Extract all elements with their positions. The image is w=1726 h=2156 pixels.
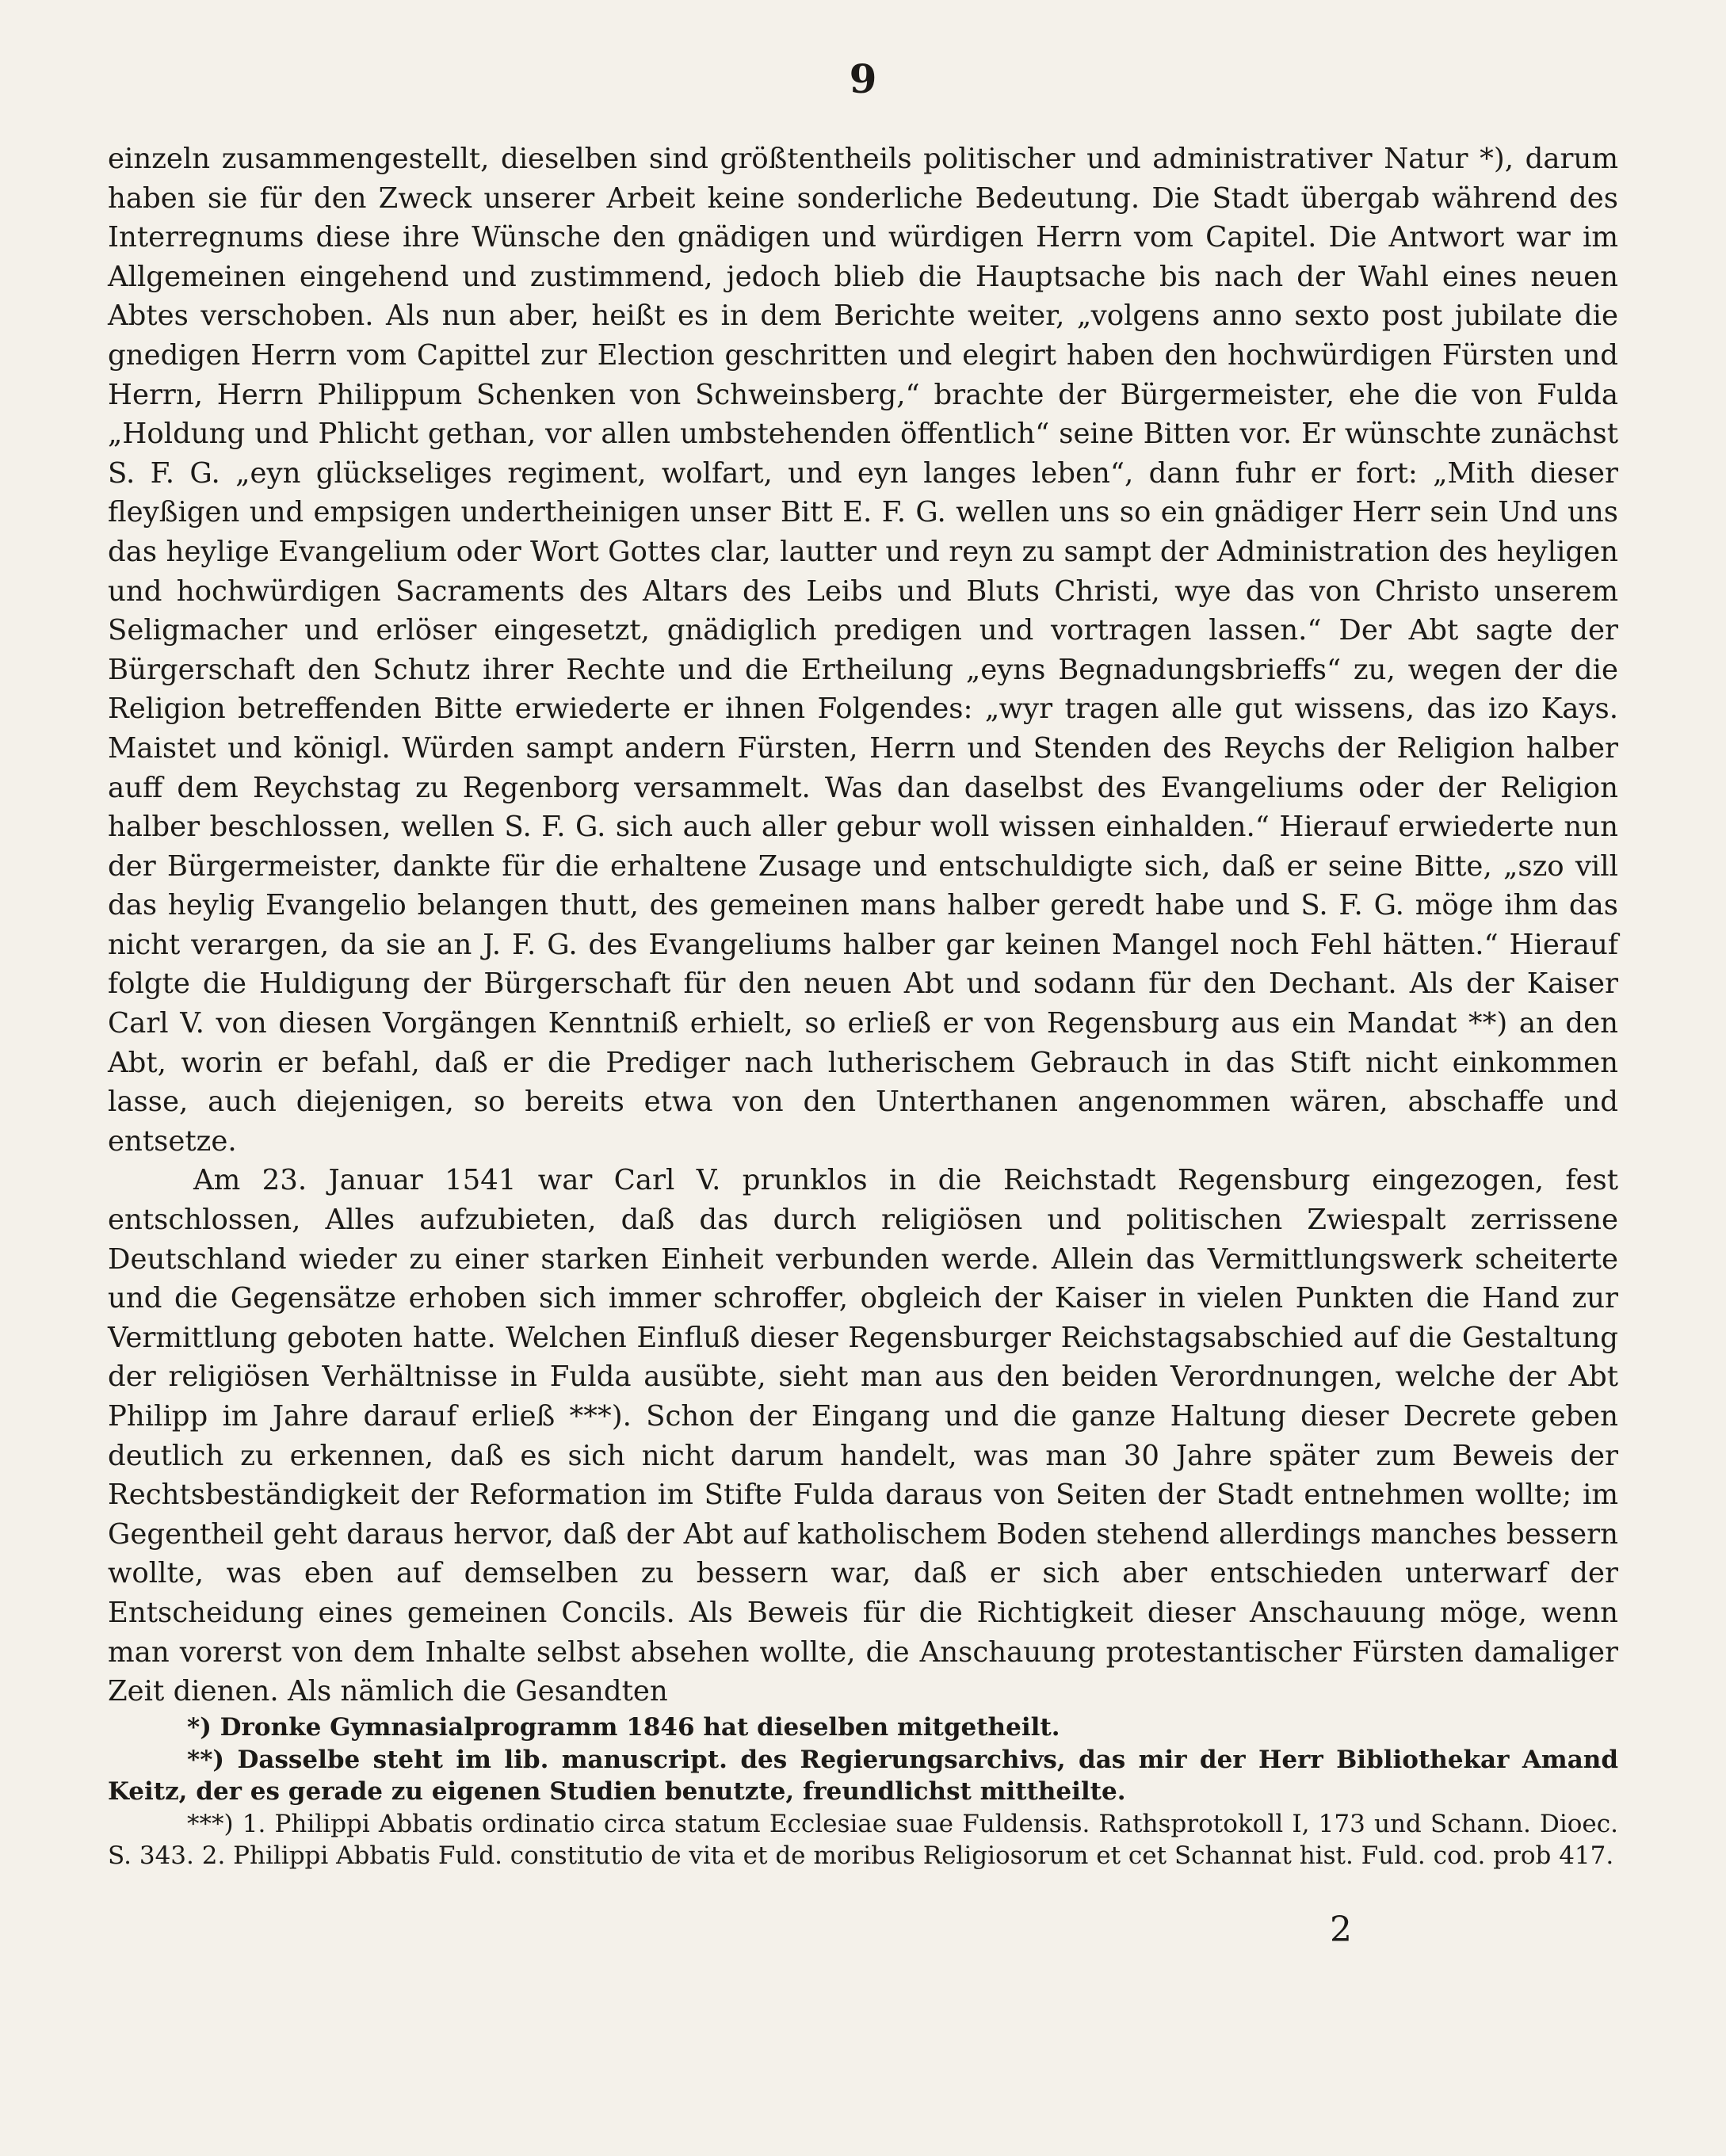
- footnote-1: *) Dronke Gymnasialprogramm 1846 hat dieselben mitgetheilt.: [187, 1713, 1060, 1742]
- body-paragraph: einzeln zusammengestellt, dieselben sind größtentheils politischer und administrativer Natur *), darum haben sie für den Zweck unserer Arbeit keine sonderliche Bedeutung. Die Stadt übergab während des Interregnums diese ihre Wünsche den gnädigen und würdigen Herrn vom Capitel. Die Antwort war im Allgemeinen eingehend und zustimmend, jedoch blieb die Hauptsache bis nach der Wahl eines neuen Abtes verschoben. Als nun aber, heißt es in dem Berichte weiter, „volgens anno sexto post jubilate die gnedigen Herrn vom Capittel zur Election geschritten und elegirt haben den hochwürdigen Fürsten und Herrn, Herrn Philippum Schenken von Schweinsberg,“ brachte der Bürgermeister, ehe die von Fulda „Holdung und Phlicht gethan, vor allen umbstehenden öffentlich“ seine Bitten vor. Er wünschte zunächst S. F. G. „eyn glückseliges regiment, wolfart, und eyn langes leben“, dann fuhr er fort: „Mith dieser fleyßigen und empsigen undertheinigen unser Bitt E. F. G. wellen uns so ein gnädiger Herr sein Und uns das heylige Evangelium oder Wort Gottes clar, lautter und reyn zu sampt der Administration des heyligen und hochwürdigen Sacraments des Altars des Leibs und Bluts Christi, wye das von Christo unserem Seligmacher und erlöser eingesetzt, gnädiglich predigen und vortragen lassen.“ Der Abt sagte der Bürgerschaft den Schutz ihrer Rechte und die Ertheilung „eyns Begnadungsbrieffs“ zu, wegen der die Religion betreffenden Bitte erwiederte er ihnen Folgendes: „wyr tragen alle gut wissens, das izo Kays. Maistet und königl. Würden sampt andern Fürsten, Herrn und Stenden des Reychs der Religion halber auff dem Reychstag zu Regenborg versammelt. Was dan daselbst des Evangeliums oder der Religion halber beschlossen, wellen S. F. G. sich auch aller gebur woll wissen einhalden.“ Hierauf erwiederte nun der Bürgermeister, dankte für die erhaltene Zusage und entschuldigte sich, daß er seine Bitte, „szo vill das heylig Evangelio belangen thutt, des gemeinen mans halber geredt habe und S. F. G. möge ihm das nicht verargen, da sie an J. F. G. des Evangeliums halber gar keinen Mangel noch Fehl hätten.“ Hierauf folgte die Huldigung der Bürgerschaft für den neuen Abt und sodann für den Dechant. Als der Kaiser Carl V. von diesen Vorgängen Kenntniß erhielt, so erließ er von Regensburg aus ein Mandat **) an den Abt, worin er befahl, daß er die Prediger nach lutherischem Gebrauch in das Stift nicht einkommen lasse, auch diejenigen, so bereits etwa von den Unterthanen angenommen wären, abschaffe und entsetze.: [108, 143, 1618, 1158]
- footnotes: [108, 1711, 1618, 1872]
- sheet-signature: 2: [1330, 1910, 1352, 1950]
- body-paragraph: Am 23. Januar 1541 war Carl V. prunklos in die Reichstadt Regensburg eingezogen, fest entschlossen, Alles aufzubieten, daß das durch religiösen und politischen Zwiespalt zerrissene Deutschland wieder zu einer starken Einheit verbunden werde. Allein das Vermittlungswerk scheiterte und die Gegensätze erhoben sich immer schroffer, obgleich der Kaiser in vielen Punkten die Hand zur Vermittlung geboten hatte. Welchen Einfluß dieser Regensburger Reichstagsabschied auf die Gestaltung der religiösen Verhältnisse in Fulda ausübte, sieht man aus den beiden Verordnungen, welche der Abt Philipp im Jahre darauf erließ ***). Schon der Eingang und die ganze Haltung dieser Decrete geben deutlich zu erkennen, daß es sich nicht darum handelt, was man 30 Jahre später zum Beweis der Rechtsbeständigkeit der Reformation im Stifte Fulda daraus von Seiten der Stadt entnehmen wollte; im Gegentheil geht daraus hervor, daß der Abt auf katholischem Boden stehend allerdings manches bessern wollte, was eben auf demselben zu bessern war, daß er sich aber entschieden unterwarf der Entscheidung eines gemeinen Concils. Als Beweis für die Richtigkeit dieser Anschauung möge, wenn man vorerst von dem Inhalte selbst absehen wollte, die Anschauung protestantischer Fürsten damaliger Zeit dienen. Als nämlich die Gesandten: [108, 1164, 1618, 1708]
- footnote-3: ***) 1. Philippi Abbatis ordinatio circa statum Ecclesiae suae Fuldensis. Rathsprotokoll I, 173 und Schann. Dioec. S. 343. 2. Philippi Abbatis Fuld. constitutio de vita et de moribus Religiosorum et cet Schannat hist. Fuld. cod. prob 417.: [108, 1809, 1618, 1870]
- body-text: [108, 139, 1618, 1711]
- footnote-2: **) Dasselbe steht im lib. manuscript. des Regierungsarchivs, das mir der Herr Bibliothekar Amand Keitz, der es gerade zu eigenen Studien benutzte, freundlichst mittheilte.: [108, 1745, 1618, 1806]
- page-number: 9: [849, 55, 877, 102]
